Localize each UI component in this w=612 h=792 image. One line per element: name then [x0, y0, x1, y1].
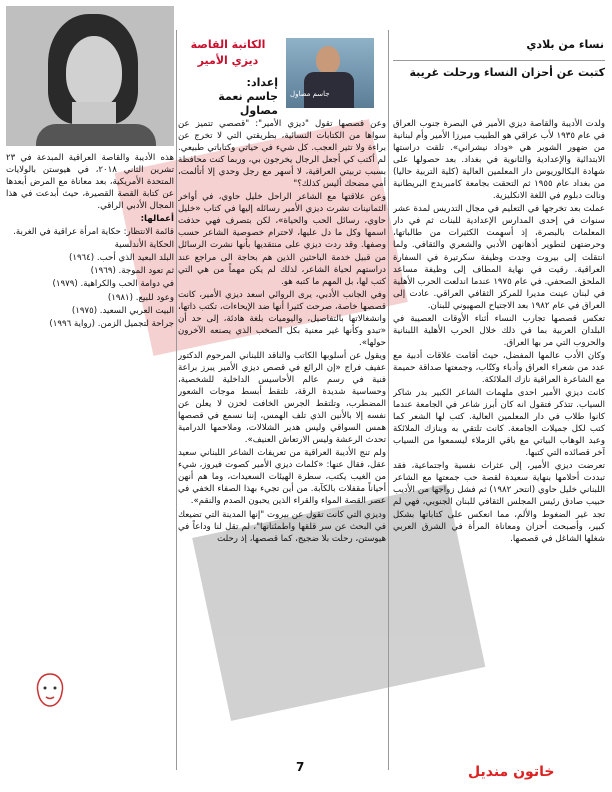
column-divider-right [388, 30, 389, 770]
works-item: في دوامة الحب والكراهية. (١٩٧٩) [52, 279, 174, 290]
works-title: أعمالها: [140, 214, 174, 225]
paragraph: وعن قصصها تقول "ديزي الأمير": "قصصي تتميز عن سواها من الكتابات النسائية، بطريقتي التي لا تخرج عن براءة ولا تثير العجب. كل شيء في حياتي وكتاباتي طبيعي. لم أكتب كي أجعل الرجال يخرجون بي، وربما كنت محافظة بسبب تربيتي العراقية، لا أسهر مع رجل وحدي إلا أتألمت، أمي مضحك أليس كذلك؟" [178, 119, 386, 190]
author-photo [286, 38, 374, 108]
middle-column-text [178, 118, 386, 768]
right-column-text [393, 118, 605, 772]
paragraph: كانت ديزي الأمير احدى ملهمات الشاعر الكبير بدر شاكر السياب. تتذكر فتقول انه كان أبرز شاعر في الجامعة عندما كانوا طلاب في دار المعلمين العالية. كتب لها الشعر كما كتب لكل جميلات الجامعة. كانت تلتقي به وبنازك الملائكة وعبد الوهاب البياتي مع باقي الزملاء ليسمعوا من السياب آخر قصائده التي كتبها. [393, 388, 605, 459]
left-column-text [6, 152, 174, 592]
subject-title-label: الكاتبة القاصة [190, 38, 266, 51]
photo-caption: جاسم مصاول [290, 90, 330, 98]
works-item: جراحة لتجميل الزمن. (رواية ١٩٩٦) [49, 318, 174, 329]
paragraph: تعرضت ديزي الأمير، إلى عثرات نفسية واجتماعية، فقد تبددت أحلامها بنهاية سعيدة لقصة حب جمعتها مع الشاعر اللبناني خليل حاوي (انتحر ١٩٨٢) ثم فشل زواجها من الأديب حبيب صادق رئيس المجلس الثقافي للبنان الجنوبي، فهي لم تجد غير الضغوط والألم، مما انعكس على كتاباتها بشكل كبير، وأصبحت أحزان ومعاناة المرأة في الشرق العربي شغلها الشاغل في قصصها. [393, 461, 605, 544]
paragraph: وفي الجانب الأدبي، يرى الروائي اسعد ديزي الأمير، كانت قصصها خاصة، صرحت كثيرا أنها ضد الإيحاءات، تكتب ذاتها، وانشغالاتها بالتفاصيل، واليوميات بلغة هادئة، إلى حد أن «تبدو وكأنها غير معنية بكل الصخب الذي يصنعه الآخرون حولها». [178, 289, 386, 348]
paragraph: ولدت الأديبة والقاصة ديزي الأمير في البصرة جنوب العراق في عام ١٩٣٥ لأب عراقي هو الطبيب ميرزا الأمير وأم لبنانية من ضهور الشوير هي «وداد نيشراني». تلقت دراستها الابتدائية والإعدادية والثانوية في بغداد. بعد حصولها على شهادة البكالوريوس دار المعلمين العالية (كلية التربية حاليا) من بغداد عام ١٩٥٥ ثم التحقت بجامعة كامبريدج البريطانية ونالت دبلوم في اللغة الانكليزية. [393, 119, 605, 202]
page-number: 7 [296, 760, 305, 774]
works-item: قائمة الانتظار: حكاية امرأة عراقية في الغربة. [13, 227, 174, 238]
footer-logo: خاتون منديل [468, 764, 555, 780]
paragraph: عملت بعد تخرجها في التعليم في مجال التدريس لمدة عشر سنوات في إحدى المدارس الإعدادية للبنات ثم في دار المعلمات بالبصرة، إذ أسهمت الكثيرات من طالباتها، وحرضتهن لتطوير أذهانهن الأدبي والشعري والثقافي. ولما انتقلت إلى بيروت وجدت وظيفة سكرتيرة في السفارة العراقية. رقيت في نهاية المطاف إلى وظيفة مساعد الملحق الصحفي. في عام ١٩٧٥ عندما اندلعت الحرب الأهلية في لبنان عينت مديرا للمركز الثقافي العراقي. عادت إلى العراق في عام ١٩٨٢ بعد الاجتياح الصهيوني للبنان. [393, 204, 605, 311]
paragraph: وكان الأدب عالمها المفضل، حيث أقامت علاقات أدبية مع عدد من شعراء العراق وأدباء وكتّاب، وجمعتها صداقة حميمة مع الشاعرة العراقية نازك الملائكة. [393, 350, 605, 385]
paragraph: وديزي التي كانت تقول عن بيروت "إنها المدينة التي تضيعك في البحث عن سر قلقها واطمئنانها"، لم تقل لنا وداعاً في هيوستن، رحلت بلا ضجيج، كما قصصها، إذ رحلت [178, 509, 386, 544]
woman-face-sketch-icon [30, 670, 70, 710]
works-item: ثم تعود الموجة. (١٩٦٩) [90, 266, 174, 277]
paragraph: ولم تنج الأديبة العراقية من تعريفات الشاعر اللبناني سعيد عقل، فقال عنها: «كلمات ديزي الأمير كصوت فيروز، شيء من الغيب يكتب، سطرة الهيئات السعيدات، وما هم أنهن أحياناً مقفلات بالكآبة. من أين تجيء بهذا الصفاء الخفي في عصر القصة المواء والقراء الذين يحبون الصدم والنقم». [178, 448, 386, 507]
section-title: نساء من بلادي [526, 38, 604, 51]
subject-heading [178, 38, 278, 67]
column-divider-left [176, 30, 177, 770]
works-item: البيت العربي السعيد. (١٩٧٥) [71, 305, 174, 316]
paragraph: تعكس قصصها تجارب النساء أثناء الأوقات العصيبة في البلدان العربية بما في ذلك خلال الحرب الأهلية اللبنانية والحروب التي مر بها العراق. [393, 313, 605, 348]
header-rule [393, 60, 605, 61]
paragraph: وعن علاقتها مع الشاعر الراحل خليل حاوي، في أواخر الثمانينات نشرت ديزي الأمير رسائله إليها في كتاب «خليل حاوي، رسائل الحب والحياة»، لكن بتصرف فهي حذفت اسمها وكل ما دل عليها، لاحترام خصوصية الشاعر حسب وصفها. وقد ردت ديزي على منتقديها بأنها نشرت الرسائل من قبيل خدمة الباحثين الذين هم بحاجة الى مراجع عند دراستهم لحياة الشاعر، لذلك لم يكن مهماً من هي التي كتب لها، بل المهم ما كتبه هو. [178, 192, 386, 287]
byline [178, 76, 278, 118]
subject-name: ديزي الأمير [197, 54, 259, 67]
article-headline: كتبت عن أحزان النساء ورحلت غريبة [409, 66, 605, 79]
works-item: وعود للبيع. (١٩٨١) [107, 292, 174, 303]
works-item: الحكاية الأندلسية [114, 240, 174, 251]
works-item: البلد البعيد الذي أحب. (١٩٦٤) [68, 253, 174, 264]
prepared-label: إعداد: [246, 76, 278, 89]
subject-portrait [6, 6, 174, 146]
intro-paragraph: هذه الأديبة والقاصة العراقية المبدعة في ٢٣ تشرين الثاني ٢٠١٨، في هيوستن بالولايات المتحدة الأمريكية، بعد معاناة مع المرض أبعدها عن كتابة القصة القصيرة، حيث أبدعت في هذا المجال الأدبي الراقي. [6, 153, 174, 212]
paragraph: ويقول عن أسلوبها الكاتب والناقد اللبناني المرحوم الدكتور عفيف فراج «إن الرائع في قصص ديزي الأمير يبرز براعة فنية في رسم عالم الأحاسيس الداخلية للشخصية، وحساسية شديدة الرقة، تلتقط أبسط موجات الشعور المضطرب، وتلتقط الجرس الخافت لحزن لا يعلن عن نفسه إلا بالأنين الذي تلف الهمس، إننا نسمع في قصصها همس السواقي وليس هدير الشلالات، وملاحمها الدرامية تحدث الرعشة وليس الارتعاش العنيف». [178, 350, 386, 446]
prepared-by: جاسم نعمة مصاول [218, 90, 278, 117]
